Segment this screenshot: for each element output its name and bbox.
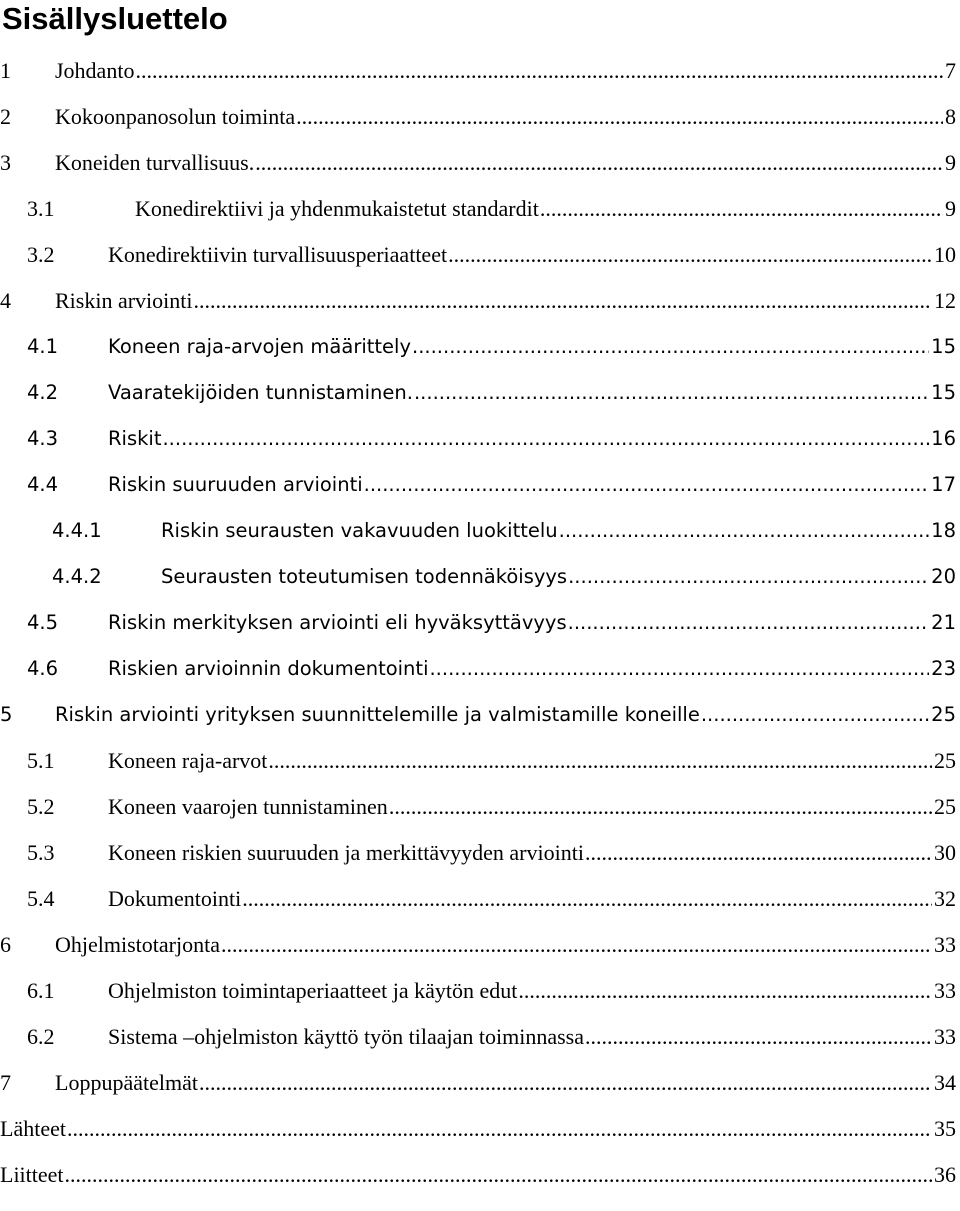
page-number: 18	[931, 519, 956, 542]
section-number: 4.2	[27, 381, 59, 404]
page-number: 17	[931, 473, 956, 496]
toc-entry-4-5[interactable]	[0, 602, 956, 636]
dot-leader	[199, 1070, 932, 1096]
section-number: 5.1	[27, 748, 55, 773]
section-title: Konedirektiivin turvallisuusperiaatteet	[108, 242, 448, 267]
dot-leader	[296, 104, 943, 130]
section-number: 5.4	[27, 886, 55, 911]
section-title: Riskin seurausten vakavuuden luokittelu	[161, 519, 558, 542]
section-title: Dokumentointi	[108, 886, 242, 911]
toc-entry-5-3[interactable]	[0, 832, 956, 866]
dot-leader	[364, 472, 930, 498]
toc-entry-4-4-1[interactable]	[0, 510, 956, 544]
dot-leader	[568, 610, 930, 636]
section-title: Loppupäätelmät	[55, 1070, 198, 1095]
section-number: 5	[0, 703, 13, 726]
dot-leader	[255, 150, 943, 176]
section-title: Riskin suuruuden arviointi	[108, 473, 363, 496]
section-title: Koneen vaarojen tunnistaminen	[108, 794, 388, 819]
dot-leader	[585, 1024, 932, 1050]
page-number: 33	[934, 932, 956, 957]
section-title: Riskin arviointi yrityksen suunnittelemille ja valmistamille koneille	[55, 703, 700, 726]
page-number: 20	[931, 565, 956, 588]
dot-leader	[221, 932, 932, 958]
dot-leader	[65, 1162, 932, 1188]
toc-entry-3[interactable]	[0, 142, 956, 176]
section-title: Vaaratekijöiden tunnistaminen.	[108, 381, 413, 404]
section-number: 4	[0, 288, 11, 313]
section-title: Konedirektiivi ja yhdenmukaistetut standardit	[135, 196, 539, 221]
toc-entry-4-4[interactable]	[0, 464, 956, 498]
section-title: Ohjelmiston toimintaperiaatteet ja käytön edut	[108, 978, 518, 1003]
section-title: Koneen raja-arvot	[108, 748, 268, 773]
section-title: Seurausten toteutumisen todennäköisyys	[161, 565, 568, 588]
dot-leader	[242, 886, 932, 912]
toc-entry-4-3[interactable]	[0, 418, 956, 452]
toc-entry-2[interactable]	[0, 96, 956, 130]
section-title: Riskien arvioinnin dokumentointi	[108, 657, 429, 680]
page-title: Sisällysluettelo	[2, 1, 228, 36]
page-number: 25	[931, 703, 956, 726]
section-title: Koneen riskien suuruuden ja merkittävyyden arviointi	[108, 840, 584, 865]
page-number: 36	[934, 1162, 956, 1187]
page-number: 16	[931, 427, 956, 450]
section-number: 2	[0, 104, 11, 129]
section-number: 4.6	[27, 657, 59, 680]
page-number: 12	[934, 288, 956, 313]
section-number: 6.1	[27, 978, 55, 1003]
page-number: 7	[945, 58, 956, 83]
dot-leader	[559, 518, 930, 544]
page-number: 21	[931, 611, 956, 634]
section-title: Riskit	[108, 427, 162, 450]
dot-leader	[389, 794, 932, 820]
section-number: 3.1	[27, 196, 55, 221]
dot-leader	[429, 656, 929, 682]
section-number: 4.1	[27, 335, 59, 358]
section-number: 6.2	[27, 1024, 55, 1049]
dot-leader	[518, 978, 932, 1004]
page-number: 33	[934, 978, 956, 1003]
toc-entry-lahteet[interactable]	[0, 1108, 956, 1142]
toc-entry-3-2[interactable]	[0, 234, 956, 268]
page-number: 15	[931, 381, 956, 404]
dot-leader	[414, 380, 929, 406]
section-number: 6	[0, 932, 11, 957]
section-title: Koneiden turvallisuus.	[55, 150, 255, 175]
page-number: 33	[934, 1024, 956, 1049]
toc-entry-5-1[interactable]	[0, 740, 956, 774]
dot-leader	[67, 1116, 932, 1142]
page-number: 25	[934, 794, 956, 819]
toc-entry-1[interactable]	[0, 50, 956, 84]
dot-leader	[268, 748, 932, 774]
toc-entry-7[interactable]	[0, 1062, 956, 1096]
page-number: 9	[945, 196, 956, 221]
section-number: 1	[0, 58, 11, 83]
toc-entry-5-4[interactable]	[0, 878, 956, 912]
section-number: 7	[0, 1070, 11, 1095]
toc-entry-6-2[interactable]	[0, 1016, 956, 1050]
toc-entry-4-1[interactable]	[0, 326, 956, 360]
toc-entry-5-2[interactable]	[0, 786, 956, 820]
section-title: Riskin arviointi	[55, 288, 193, 313]
section-number: 3	[0, 150, 11, 175]
section-title: Kokoonpanosolun toiminta	[55, 104, 296, 129]
section-number: 3.2	[27, 242, 55, 267]
page-number: 35	[934, 1116, 956, 1141]
page-number: 8	[945, 104, 956, 129]
dot-leader	[585, 840, 932, 866]
toc-entry-6-1[interactable]	[0, 970, 956, 1004]
dot-leader	[568, 564, 929, 590]
dot-leader	[701, 702, 929, 728]
section-title: Lähteet	[0, 1116, 66, 1141]
dot-leader	[135, 58, 943, 84]
section-title: Riskin merkityksen arviointi eli hyväksyttävyys	[108, 611, 567, 634]
page-number: 10	[934, 242, 956, 267]
section-number: 5.3	[27, 840, 55, 865]
section-title: Ohjelmistotarjonta	[55, 932, 220, 957]
page-number: 23	[931, 657, 956, 680]
section-title: Koneen raja-arvojen määrittely	[108, 335, 412, 358]
section-number: 4.3	[27, 427, 59, 450]
page-number: 30	[934, 840, 956, 865]
dot-leader	[448, 242, 932, 268]
toc-entry-5[interactable]	[0, 694, 956, 728]
section-number: 4.4.2	[52, 565, 102, 588]
dot-leader	[540, 196, 943, 222]
section-number: 4.4.1	[52, 519, 102, 542]
page-number: 32	[934, 886, 956, 911]
section-number: 4.4	[27, 473, 59, 496]
section-number: 4.5	[27, 611, 59, 634]
dot-leader	[194, 288, 933, 314]
toc-entry-4-6[interactable]	[0, 648, 956, 682]
section-title: Johdanto	[55, 58, 135, 83]
dot-leader	[162, 426, 929, 452]
toc-entry-liitteet[interactable]	[0, 1154, 956, 1188]
toc-entry-3-1[interactable]	[0, 188, 956, 222]
toc-entry-4-4-2[interactable]	[0, 556, 956, 590]
section-title: Liitteet	[0, 1162, 64, 1187]
page-number: 34	[934, 1070, 956, 1095]
toc-entry-4-2[interactable]	[0, 372, 956, 406]
section-number: 5.2	[27, 794, 55, 819]
page-number: 25	[934, 748, 956, 773]
page-number: 15	[931, 335, 956, 358]
dot-leader	[412, 334, 929, 360]
toc-entry-4[interactable]	[0, 280, 956, 314]
toc-entry-6[interactable]	[0, 924, 956, 958]
page-number: 9	[945, 150, 956, 175]
section-title: Sistema –ohjelmiston käyttö työn tilaajan toiminnassa	[108, 1024, 584, 1049]
